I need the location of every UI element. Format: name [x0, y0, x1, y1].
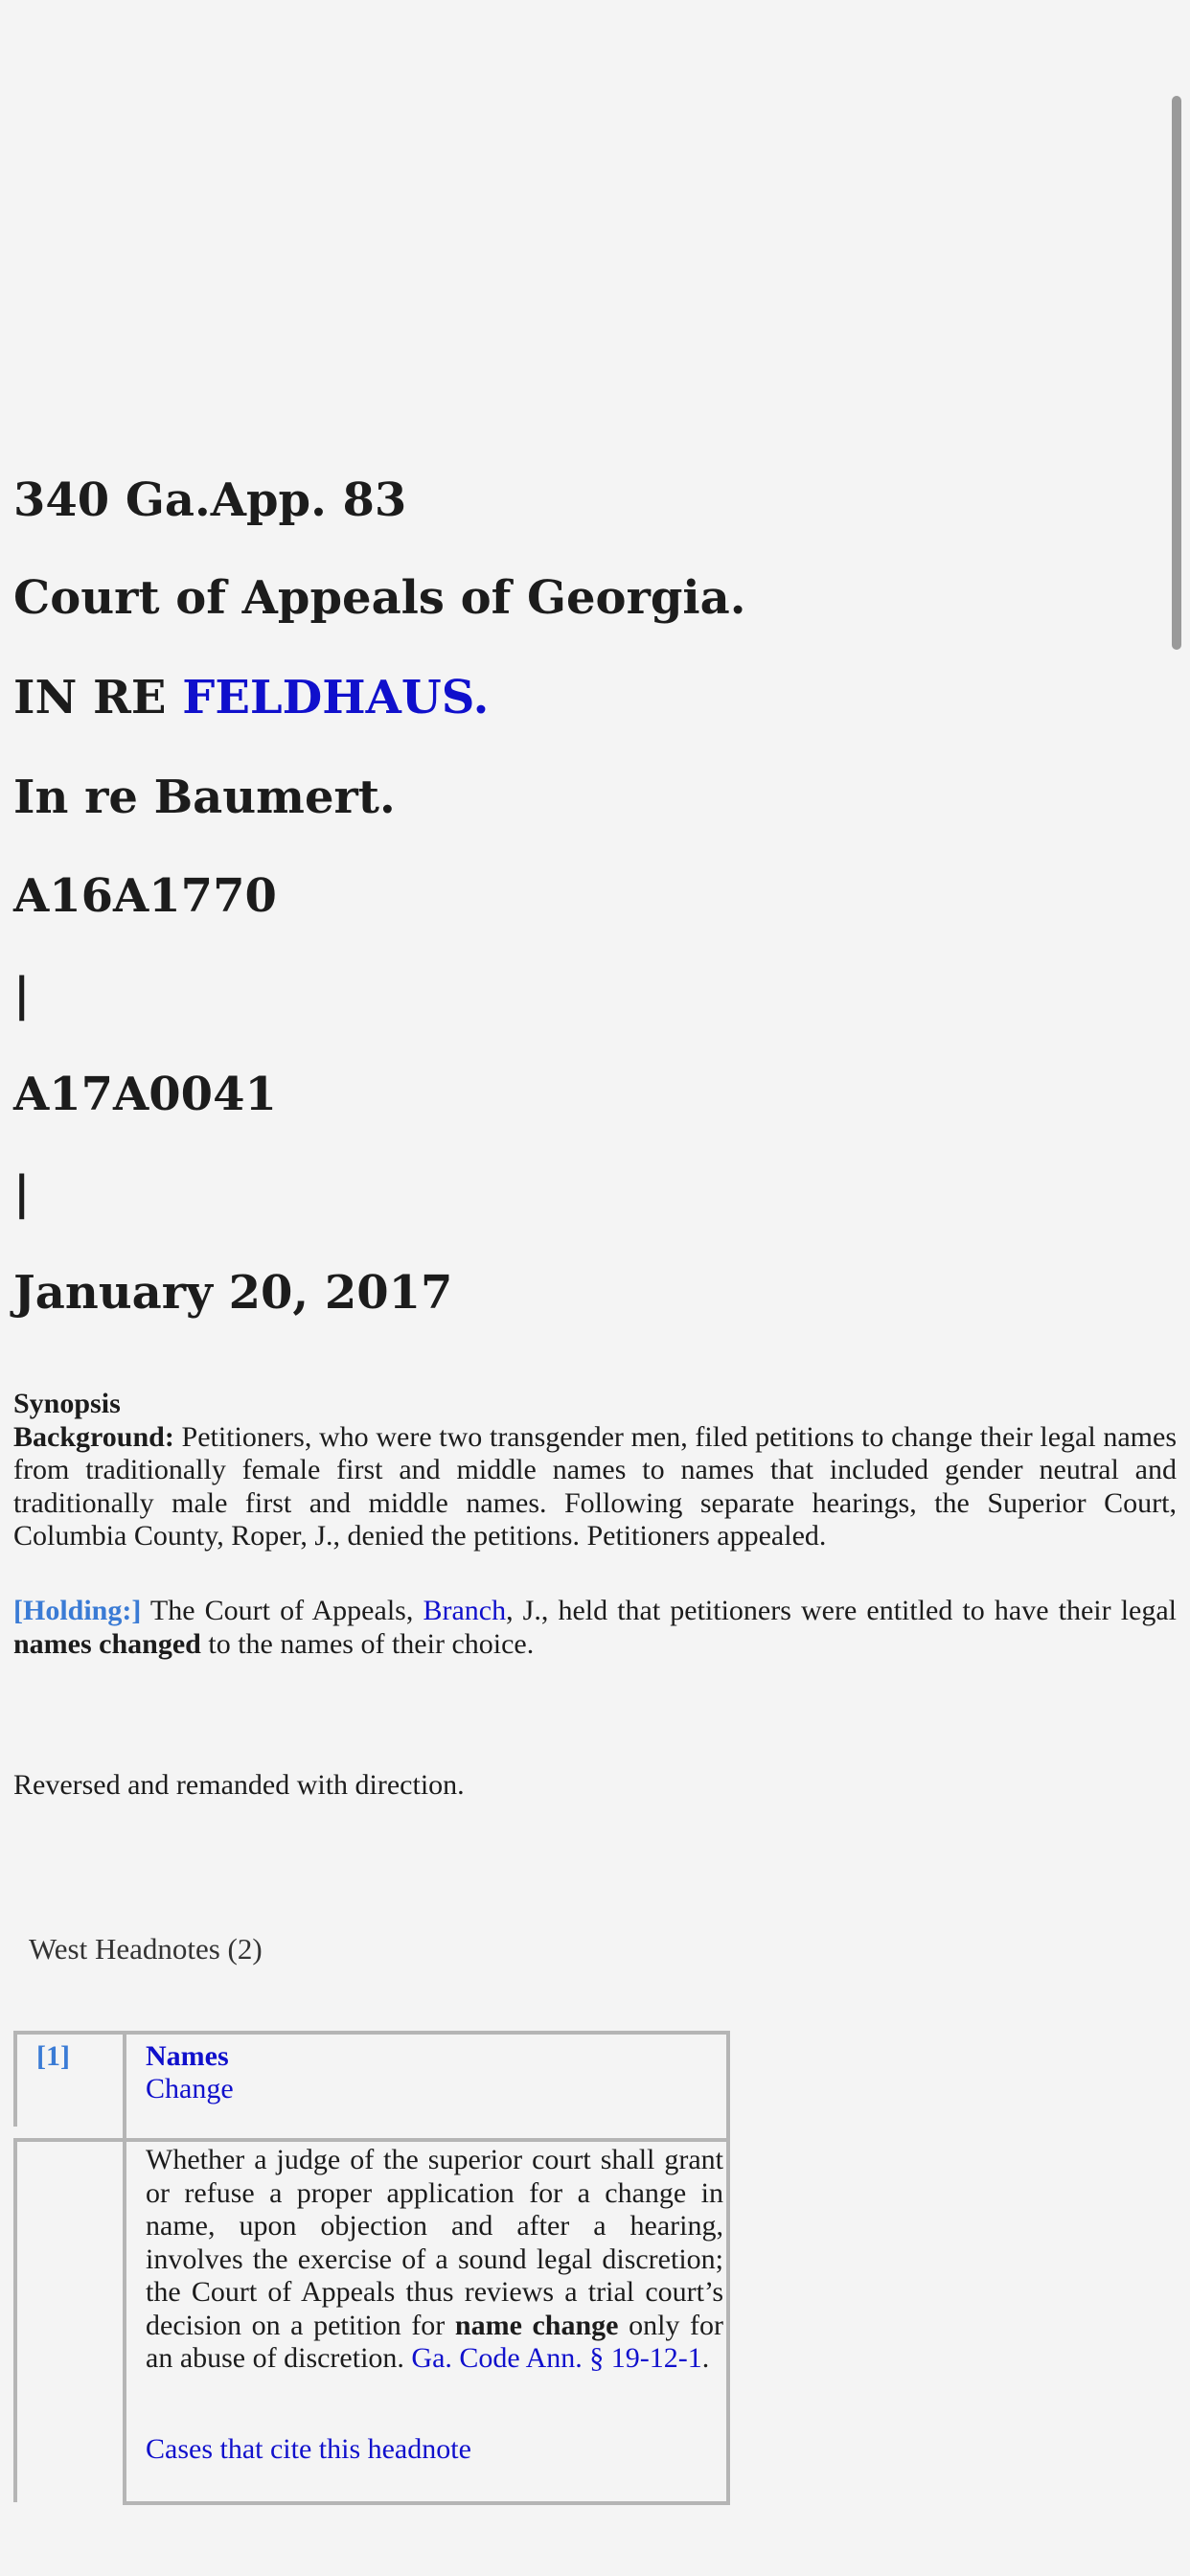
headnote-text-1: Whether a judge of the superior court shall grant or refuse a proper application for a change in name, upon objection and after a hearing, involves the exercise of a sound legal discretion; the Court of Appeals thus reviews a trial court’s decision on a petition for [146, 2144, 723, 2341]
table-border-divider [123, 2031, 126, 2505]
case-name-heading [13, 667, 489, 728]
case-name-2-heading: In re Baumert. [13, 770, 396, 824]
holding-text-1: The Court of Appeals, [141, 1595, 423, 1626]
statute-link[interactable]: Ga. Code Ann. § 19-12-1 [411, 2342, 702, 2374]
headnote-text [146, 2144, 723, 2376]
holding-paragraph [13, 1595, 1177, 1661]
synopsis-section [13, 1388, 1177, 1553]
case-prefix: IN RE [13, 671, 183, 724]
holding-bold: names changed [13, 1627, 201, 1660]
headnote-subtopic[interactable]: Change [146, 2073, 234, 2104]
scrollbar[interactable] [1172, 96, 1181, 650]
synopsis-title: Synopsis [13, 1388, 121, 1419]
headnote-topic[interactable]: Names [146, 2040, 229, 2072]
table-border-right [726, 2031, 730, 2505]
case-name-link[interactable]: FELDHAUS. [182, 671, 490, 724]
headnote-text-bold: name change [454, 2309, 619, 2341]
cases-cite-link[interactable]: Cases that cite this headnote [146, 2433, 471, 2465]
headnotes-label: West Headnotes (2) [29, 1932, 263, 1966]
table-border-top [13, 2031, 730, 2035]
headnote-text-2: only for an abuse of discretion. [146, 2309, 723, 2374]
table-border-left-1 [13, 2031, 17, 2127]
table-border-mid [13, 2138, 730, 2142]
date-heading: January 20, 2017 [13, 1266, 453, 1320]
holding-text-2: , J., held that petitioners were entitled to have their legal [506, 1595, 1178, 1626]
background-text: Petitioners, who were two transgender men, filed petitions to change their legal names from traditionally female first and middle names to names that included gender neutral and traditionally male first and middle names. Following separate hearings, the Superior Court, Columbia County, Roper, J., denied the petitions. Petitioners appealed. [13, 1420, 1177, 1552]
court-heading: Court of Appeals of Georgia. [13, 571, 746, 625]
docket-2-heading: A17A0041 [13, 1068, 277, 1121]
docket-1-heading: A16A1770 [13, 869, 277, 923]
judge-link[interactable]: Branch [423, 1595, 507, 1626]
headnote-text-end: . [701, 2342, 710, 2374]
headnote-table [13, 2031, 730, 2505]
table-border-bottom [123, 2501, 730, 2505]
holding-text-3: to the names of their choice. [200, 1627, 535, 1660]
table-border-left-2 [13, 2138, 17, 2502]
disposition: Reversed and remanded with direction. [13, 1769, 465, 1801]
citation-heading: 340 Ga.App. 83 [13, 473, 407, 527]
holding-label[interactable]: [Holding:] [13, 1595, 142, 1626]
separator-2: | [13, 1166, 31, 1220]
headnote-number[interactable]: [1] [36, 2040, 70, 2072]
separator-1: | [13, 968, 31, 1022]
background-label: Background: [13, 1420, 174, 1453]
